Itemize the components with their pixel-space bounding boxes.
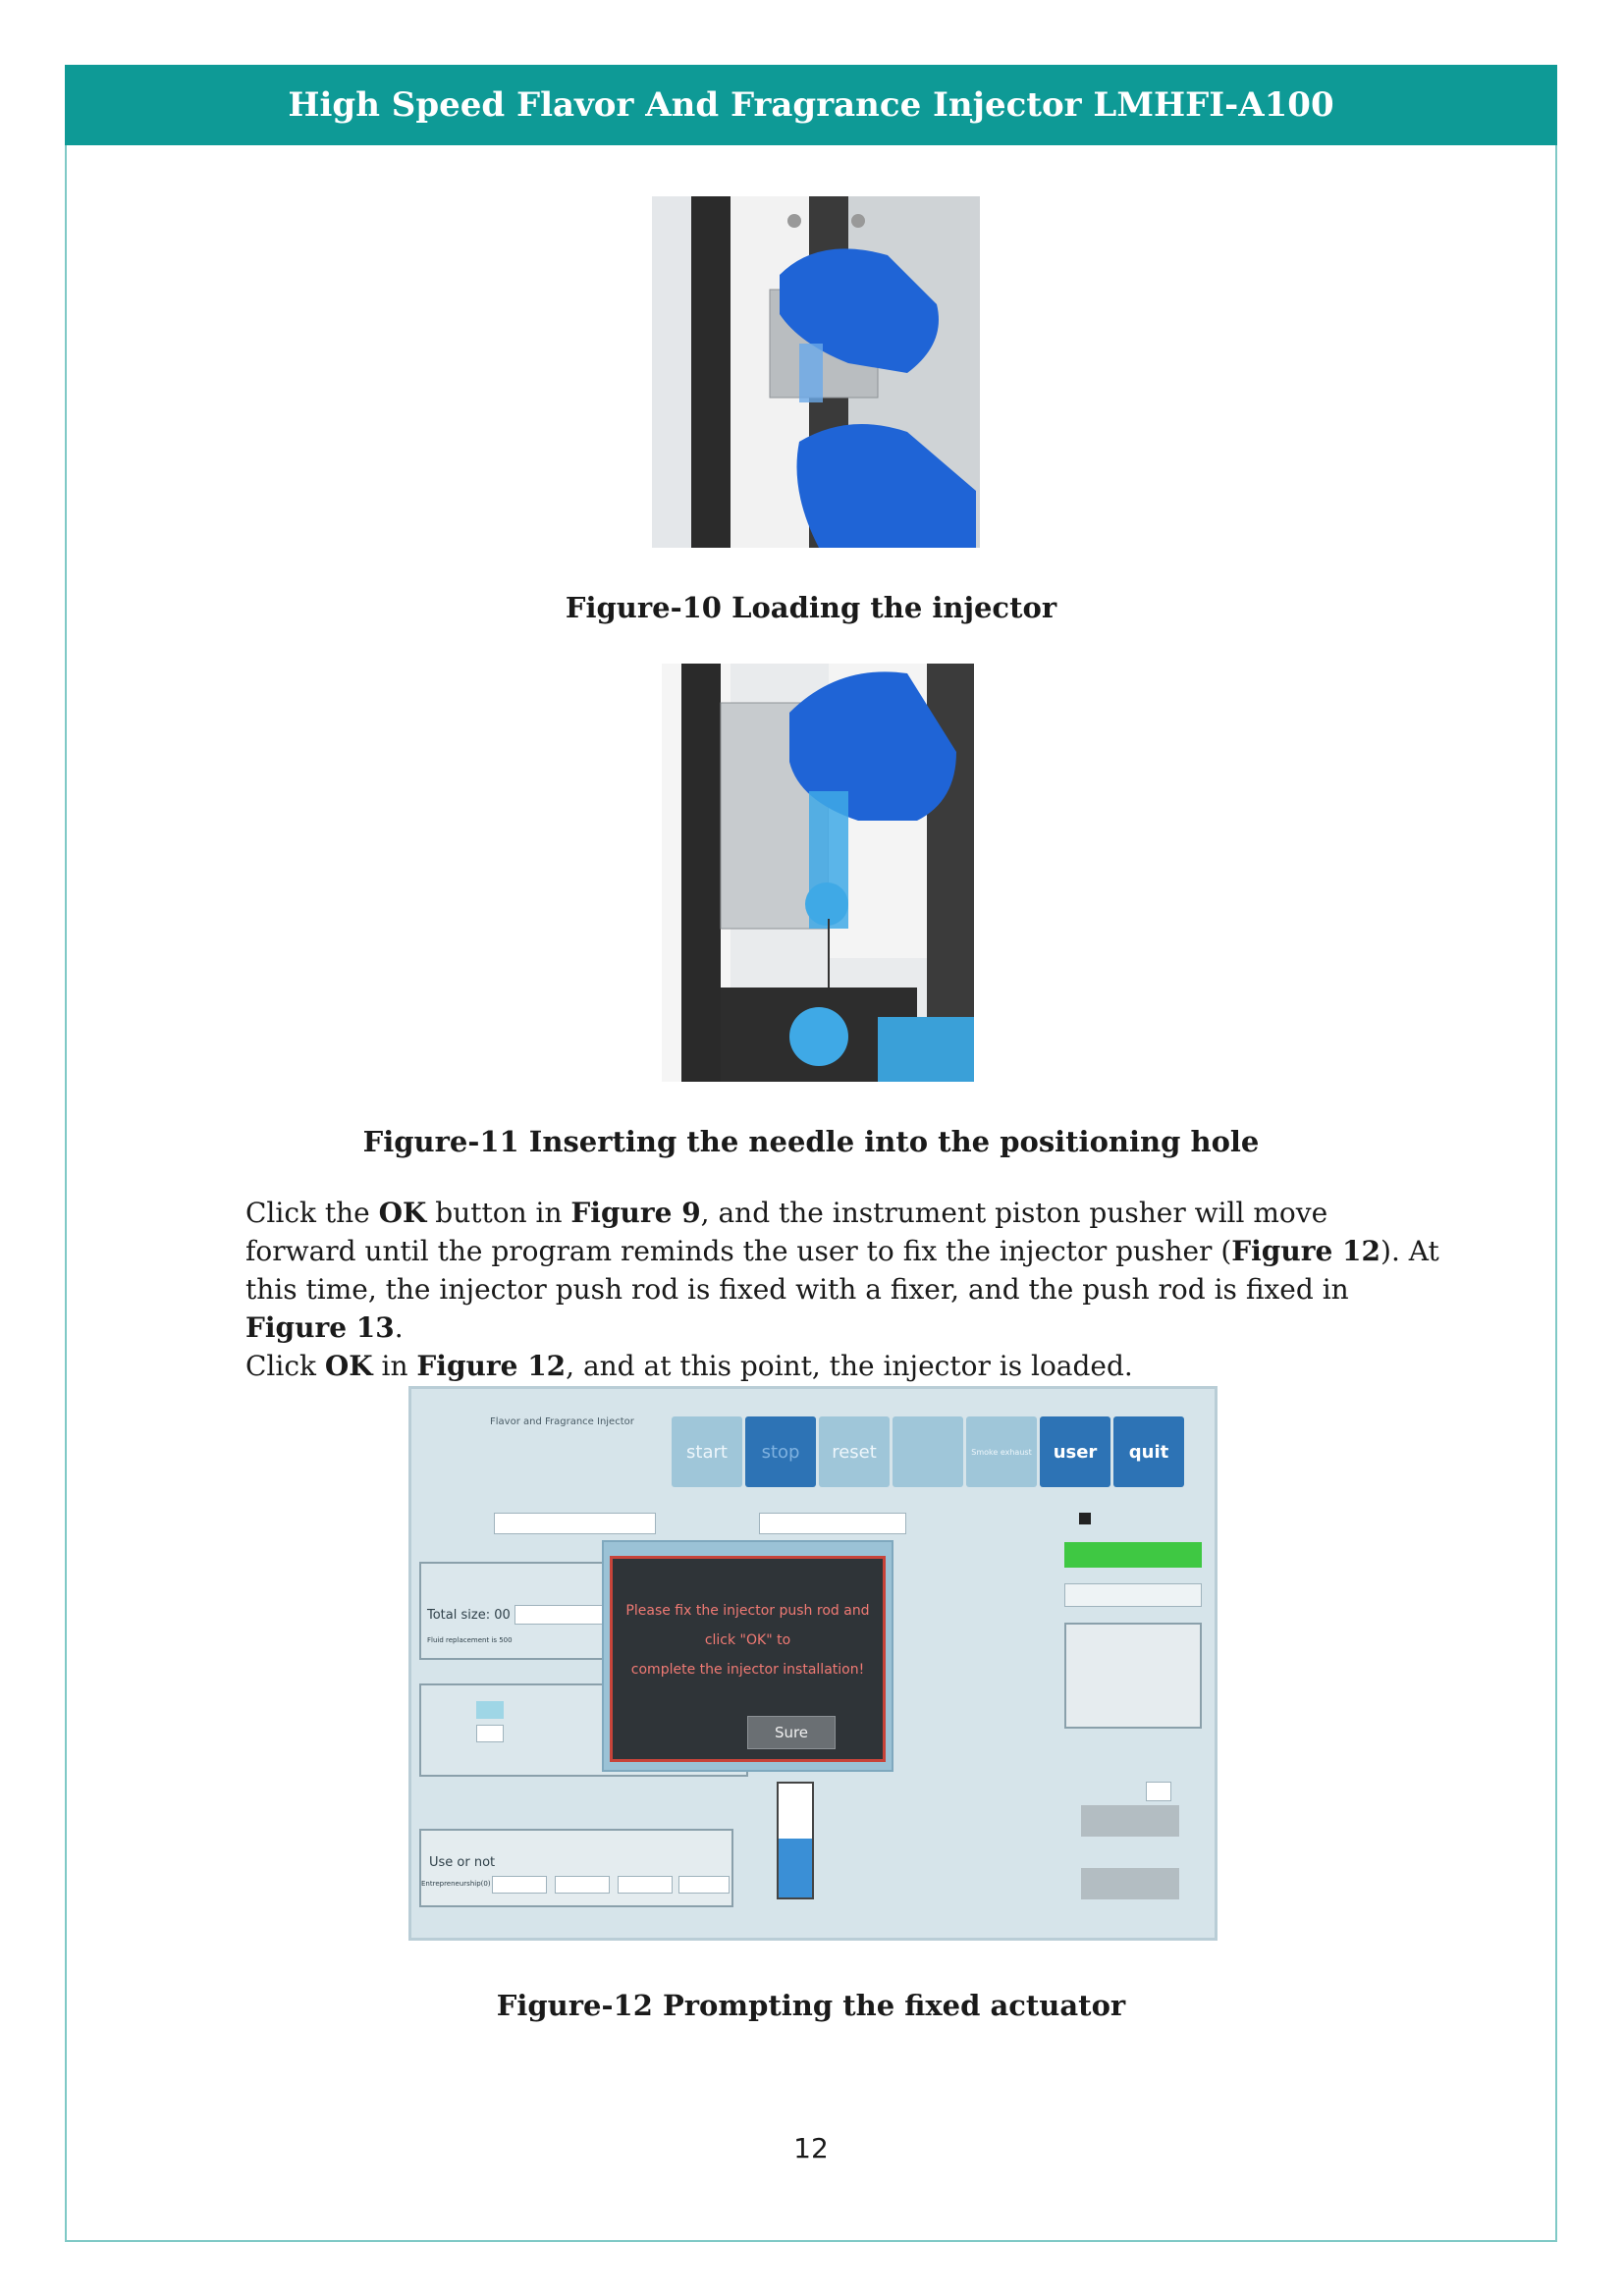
right-field[interactable] xyxy=(1064,1583,1202,1607)
figure-10-photo xyxy=(652,196,980,548)
white-indicator xyxy=(476,1725,504,1742)
figure-10-caption: Figure-10 Loading the injector xyxy=(565,591,1057,624)
fluid-replacement-label: Fluid replacement is 500 xyxy=(427,1636,513,1644)
top-select-1[interactable] xyxy=(494,1513,656,1534)
top-select-2[interactable] xyxy=(759,1513,906,1534)
right-panel xyxy=(1064,1623,1202,1729)
blank-toolbar-button[interactable] xyxy=(893,1416,963,1487)
bottom-field-1[interactable] xyxy=(492,1876,547,1894)
status-green-bar xyxy=(1064,1542,1202,1568)
bottom-field-3[interactable] xyxy=(618,1876,673,1894)
figure-12-caption: Figure-12 Prompting the fixed actuator xyxy=(496,1989,1126,2022)
prompt-dialog xyxy=(602,1540,893,1772)
prompt-dialog-body xyxy=(610,1556,886,1762)
bottom-field-2[interactable] xyxy=(555,1876,610,1894)
entrepreneurship-label: Entrepreneurship(0) xyxy=(421,1880,491,1888)
stop-button[interactable]: stop xyxy=(745,1416,816,1487)
reset-button[interactable]: reset xyxy=(819,1416,890,1487)
start-button[interactable]: start xyxy=(672,1416,742,1487)
total-size-label: Total size: 00 xyxy=(427,1608,511,1623)
instruction-paragraph: Click the OK button in Figure 9, and the instrument piston pusher will move forward until the program reminds the user to fix the injector pusher (Figure 12). At this time, the injector push rod is fixed with a fixer, and the push rod is fixed in Figure 13. Click OK in Figure 12, and at this point, the injector is loaded. xyxy=(245,1197,1439,1382)
quit-button[interactable]: quit xyxy=(1113,1416,1184,1487)
figure-12-screenshot xyxy=(408,1386,1218,1941)
figure-11-photo xyxy=(662,664,974,1082)
user-button[interactable]: user xyxy=(1040,1416,1110,1487)
syringe-graphic xyxy=(777,1782,814,1899)
total-size-field[interactable] xyxy=(514,1605,603,1625)
right-small-field[interactable] xyxy=(1146,1782,1171,1801)
figure-11-caption: Figure-11 Inserting the needle into the positioning hole xyxy=(362,1125,1260,1158)
right-grey-button-2[interactable] xyxy=(1081,1868,1179,1899)
page-header-title: High Speed Flavor And Fragrance Injector LMHFI-A100 xyxy=(65,65,1557,145)
bottom-field-4[interactable] xyxy=(678,1876,730,1894)
status-square xyxy=(1079,1513,1091,1524)
cyan-indicator xyxy=(476,1701,504,1719)
use-or-not-label: Use or not xyxy=(429,1855,496,1870)
right-grey-button-1[interactable] xyxy=(1081,1805,1179,1837)
app-title: Flavor and Fragrance Injector xyxy=(490,1416,634,1427)
page-number: 12 xyxy=(793,2132,829,2164)
smoke-exhaust-button[interactable]: Smoke exhaust xyxy=(966,1416,1037,1487)
sure-button[interactable]: Sure xyxy=(747,1716,836,1749)
prompt-dialog-message: Please fix the injector push rod and click "OK" to complete the injector installation! xyxy=(625,1603,870,1678)
